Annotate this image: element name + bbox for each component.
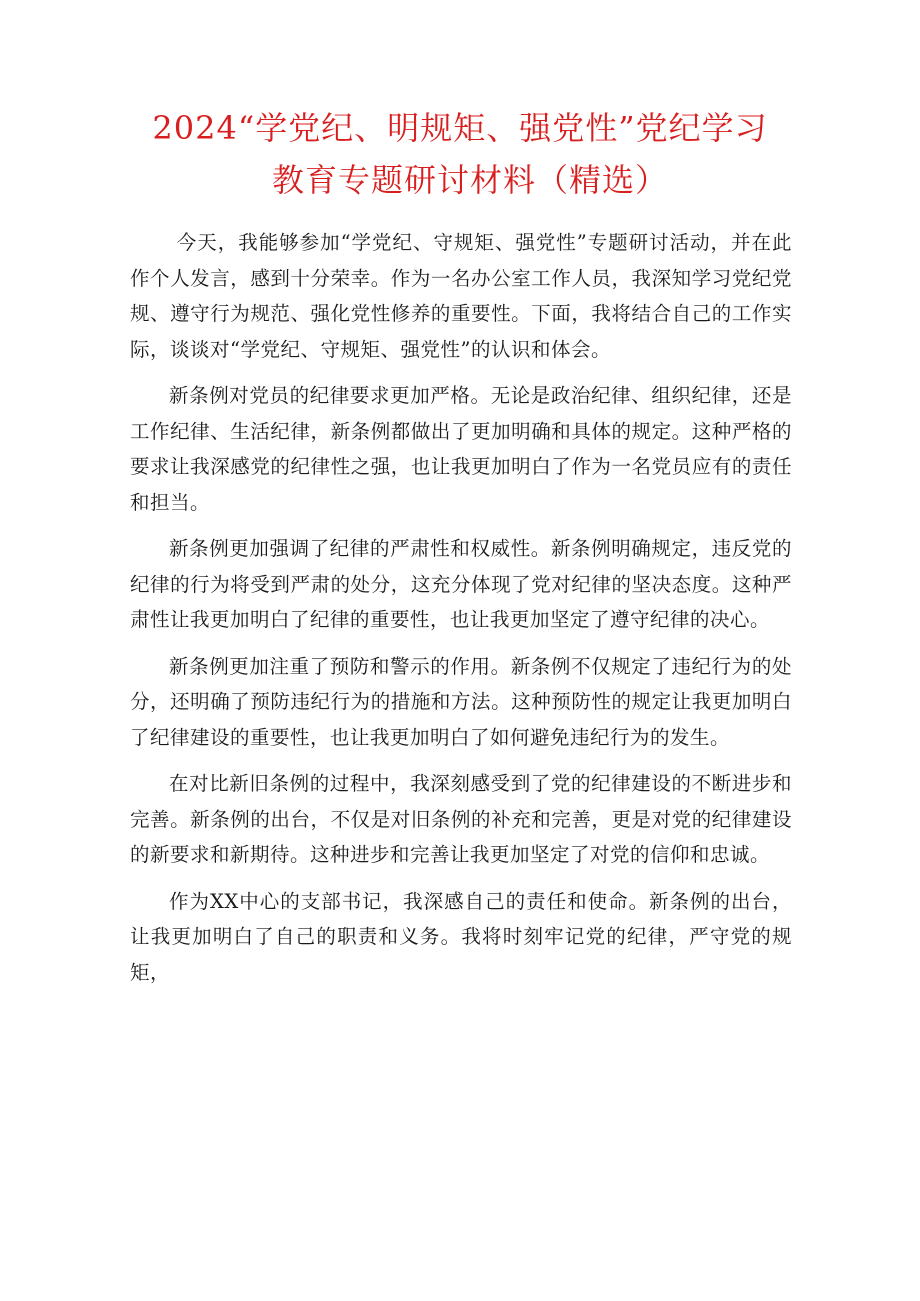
paragraph: 作为XX中心的支部书记，我深感自己的责任和使命。新条例的出台，让我更加明白了自己的职责和义务。我将时刻牢记党的纪律，严守党的规矩， xyxy=(130,889,792,984)
paragraph: 新条例更加注重了预防和警示的作用。新条例不仅规定了违纪行为的处分，还明确了预防违纪行为的措施和方法。这种预防性的规定让我更加明白了纪律建设的重要性，也让我更加明白了如何避免违纪行为的发生。 xyxy=(130,654,792,749)
paragraph: 在对比新旧条例的过程中，我深刻感受到了党的纪律建设的不断进步和完善。新条例的出台，不仅是对旧条例的补充和完善，更是对党的纪律建设的新要求和新期待。这种进步和完善让我更加坚定了对党的信仰和忠诚。 xyxy=(130,772,792,866)
title-line-2: 教育专题研讨材料（精选） xyxy=(271,161,668,199)
paragraph: 新条例对党员的纪律要求更加严格。无论是政治纪律、组织纪律，还是工作纪律、生活纪律，新条例都做出了更加明确和具体的规定。这种严格的要求让我深感党的纪律性之强，也让我更加明白了作为一名党员应有的责任和担当。 xyxy=(130,384,792,514)
document-title xyxy=(0,102,920,206)
document-body xyxy=(130,225,792,1001)
paragraph: 今天，我能够参加“学党纪、守规矩、强党性”专题研讨活动，并在此作个人发言，感到十分荣幸。作为一名办公室工作人员，我深知学习党纪党规、遵守行为规范、强化党性修养的重要性。下面，我将结合自己的工作实际，谈谈对“学党纪、守规矩、强党性”的认识和体会。 xyxy=(130,231,792,361)
paragraph: 新条例更加强调了纪律的严肃性和权威性。新条例明确规定，违反党的纪律的行为将受到严肃的处分，这充分体现了党对纪律的坚决态度。这种严肃性让我更加明白了纪律的重要性，也让我更加坚定了遵守纪律的决心。 xyxy=(130,537,792,631)
title-line-1: 2024“学党纪、明规矩、强党性”党纪学习 xyxy=(152,109,768,147)
